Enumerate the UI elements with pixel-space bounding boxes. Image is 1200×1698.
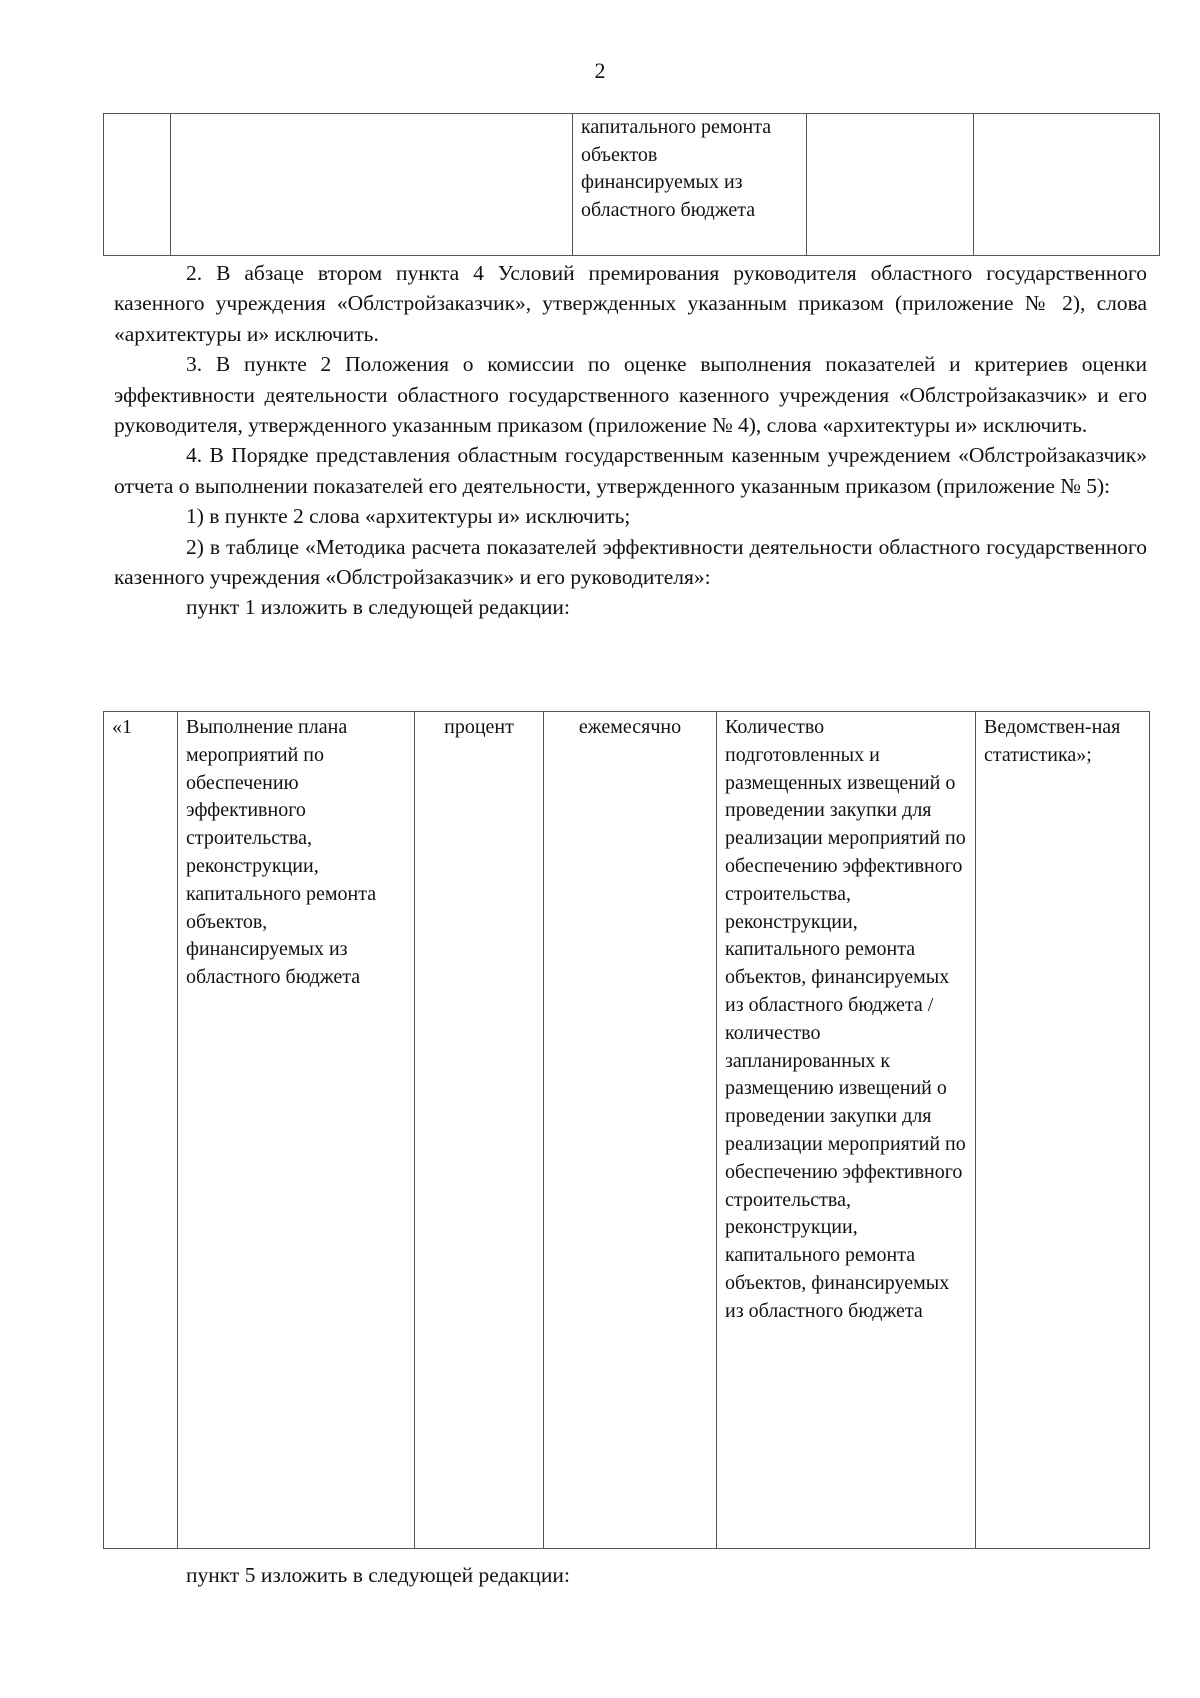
page-number: 2 [594,58,606,83]
paragraph: пункт 1 изложить в следующей редакции: [186,595,570,620]
paragraph: 2. В абзаце втором пункта 4 Условий премирования руководителя областного государственного казенного учреждения «Облстройзаказчик», утвержденных указанным приказом (приложение № 2), слова «архитектуры и» исключить. [114,261,1147,346]
indicator-table [103,711,1150,1549]
table-cell: Выполнение плана мероприятий по обеспечению эффективного строительства, реконструкции, капитального ремонта объектов, финансируемых из областного бюджета [178,712,415,1549]
table-cell: процент [415,712,544,1549]
table-cell [171,114,573,256]
table-cell [807,114,974,256]
table-cell [974,114,1160,256]
paragraph: 3. В пункте 2 Положения о комиссии по оценке выполнения показателей и критериев оценки эффективности деятельности областного государственного казенного учреждения «Облстройзаказчик» и его руководителя, утвержденного указанным приказом (приложение № 4), слова «архитектуры и» исключить. [114,352,1147,438]
closing-text: пункт 5 изложить в следующей редакции: [186,1563,570,1587]
table-cell: «1 [104,712,178,1549]
table-cell [104,114,171,256]
table-row [104,114,1160,256]
document-body [114,258,1147,623]
table-cell: Количество подготовленных и размещенных извещений о проведении закупки для реализации мероприятий по обеспечению эффективного строительства, реконструкции, капитального ремонта объектов, финансируемых из областного бюджета /количество запланированных к размещению извещений о проведении закупки для реализации мероприятий по обеспечению эффективного строительства, реконструкции, капитального ремонта объектов, финансируемых из областного бюджета [717,712,976,1549]
paragraph: 1) в пункте 2 слова «архитектуры и» исключить; [186,504,631,529]
paragraph: 4. В Порядке представления областным государственным казенным учреждением «Облстройзаказчик» отчета о выполнении показателей его деятельности, утвержденного указанным приказом (приложение № 5): [114,443,1147,498]
table-cell: капитального ремонта объектов финансируемых из областного бюджета [573,114,807,256]
table-row [104,712,1150,1549]
top-table-continuation [103,113,1160,256]
paragraph: 2) в таблице «Методика расчета показателей эффективности деятельности областного государственного казенного учреждения «Облстройзаказчик» и его руководителя»: [114,534,1147,590]
table-cell: Ведомствен-ная статистика»; [976,712,1150,1549]
table-cell: ежемесячно [544,712,717,1549]
